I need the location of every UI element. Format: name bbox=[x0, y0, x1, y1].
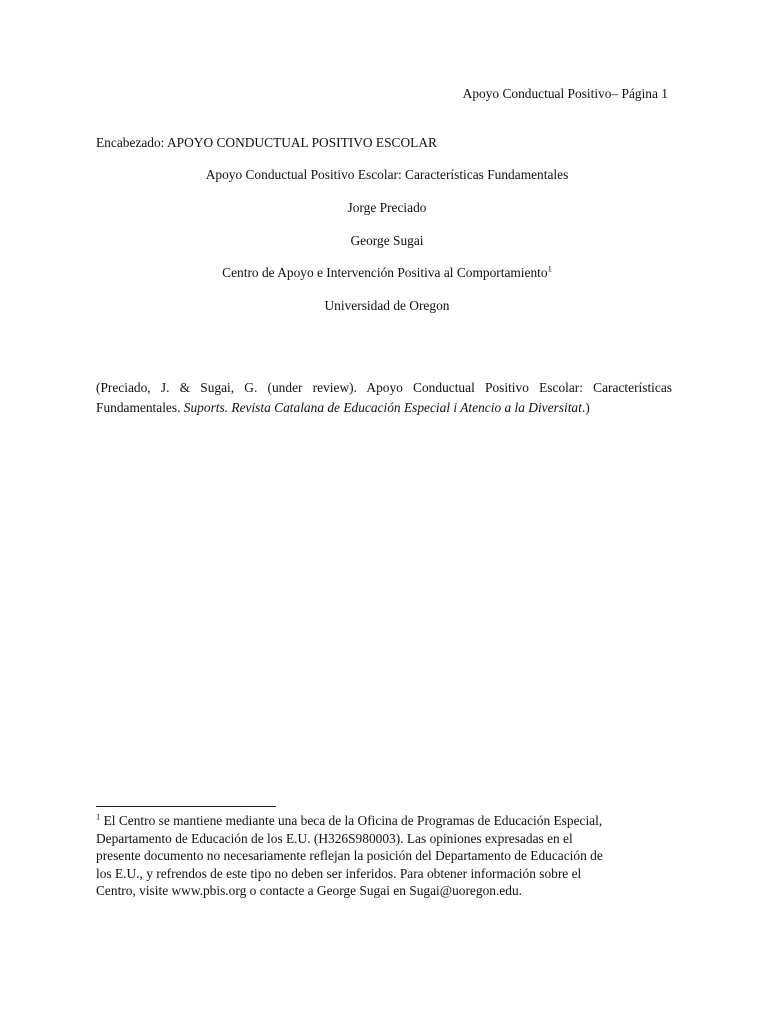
short-title: Encabezado: APOYO CONDUCTUAL POSITIVO ESCOLAR bbox=[96, 135, 437, 150]
footnote-marker: 1 bbox=[96, 811, 101, 822]
footnote bbox=[96, 812, 676, 900]
footnote-line: presente documento no necesariamente reflejan la posición del Departamento de Educación de bbox=[96, 848, 603, 864]
footnote-marker: 1 bbox=[547, 263, 552, 274]
citation-journal: Suports. Revista Catalana de Educación Especial i Atencio a la Diversitat bbox=[183, 400, 582, 415]
footnote-line bbox=[96, 812, 676, 830]
affiliation-text: Centro de Apoyo e Intervención Positiva al Comportamiento bbox=[222, 265, 548, 280]
citation-text: (Preciado, J. & Sugai, G. (under review). Apoyo Conductual Positivo Escolar: Características Fundamentales. bbox=[96, 380, 672, 415]
citation-end: .) bbox=[581, 400, 590, 415]
footnote-divider bbox=[96, 806, 276, 807]
footnote-line: los E.U., y refrendos de este tipo no deben ser inferidos. Para obtener información sobre el bbox=[96, 865, 582, 881]
affiliation bbox=[96, 265, 678, 281]
running-head: Apoyo Conductual Positivo– Página 1 bbox=[462, 86, 668, 101]
footnote-line: Departamento de Educación de los E.U. (H326S980003). Las opiniones expresadas en el bbox=[96, 830, 573, 846]
footnote-text: El Centro se mantiene mediante una beca de la Oficina de Programas de Educación Especial, bbox=[100, 813, 603, 828]
paper-title: Apoyo Conductual Positivo Escolar: Características Fundamentales bbox=[205, 167, 569, 182]
university: Universidad de Oregon bbox=[324, 298, 450, 313]
citation bbox=[96, 378, 672, 418]
footnote-line: Centro, visite www.pbis.org o contacte a George Sugai en Sugai@uoregon.edu. bbox=[96, 883, 522, 899]
author-name: George Sugai bbox=[350, 233, 424, 248]
author-name: Jorge Preciado bbox=[347, 200, 427, 215]
